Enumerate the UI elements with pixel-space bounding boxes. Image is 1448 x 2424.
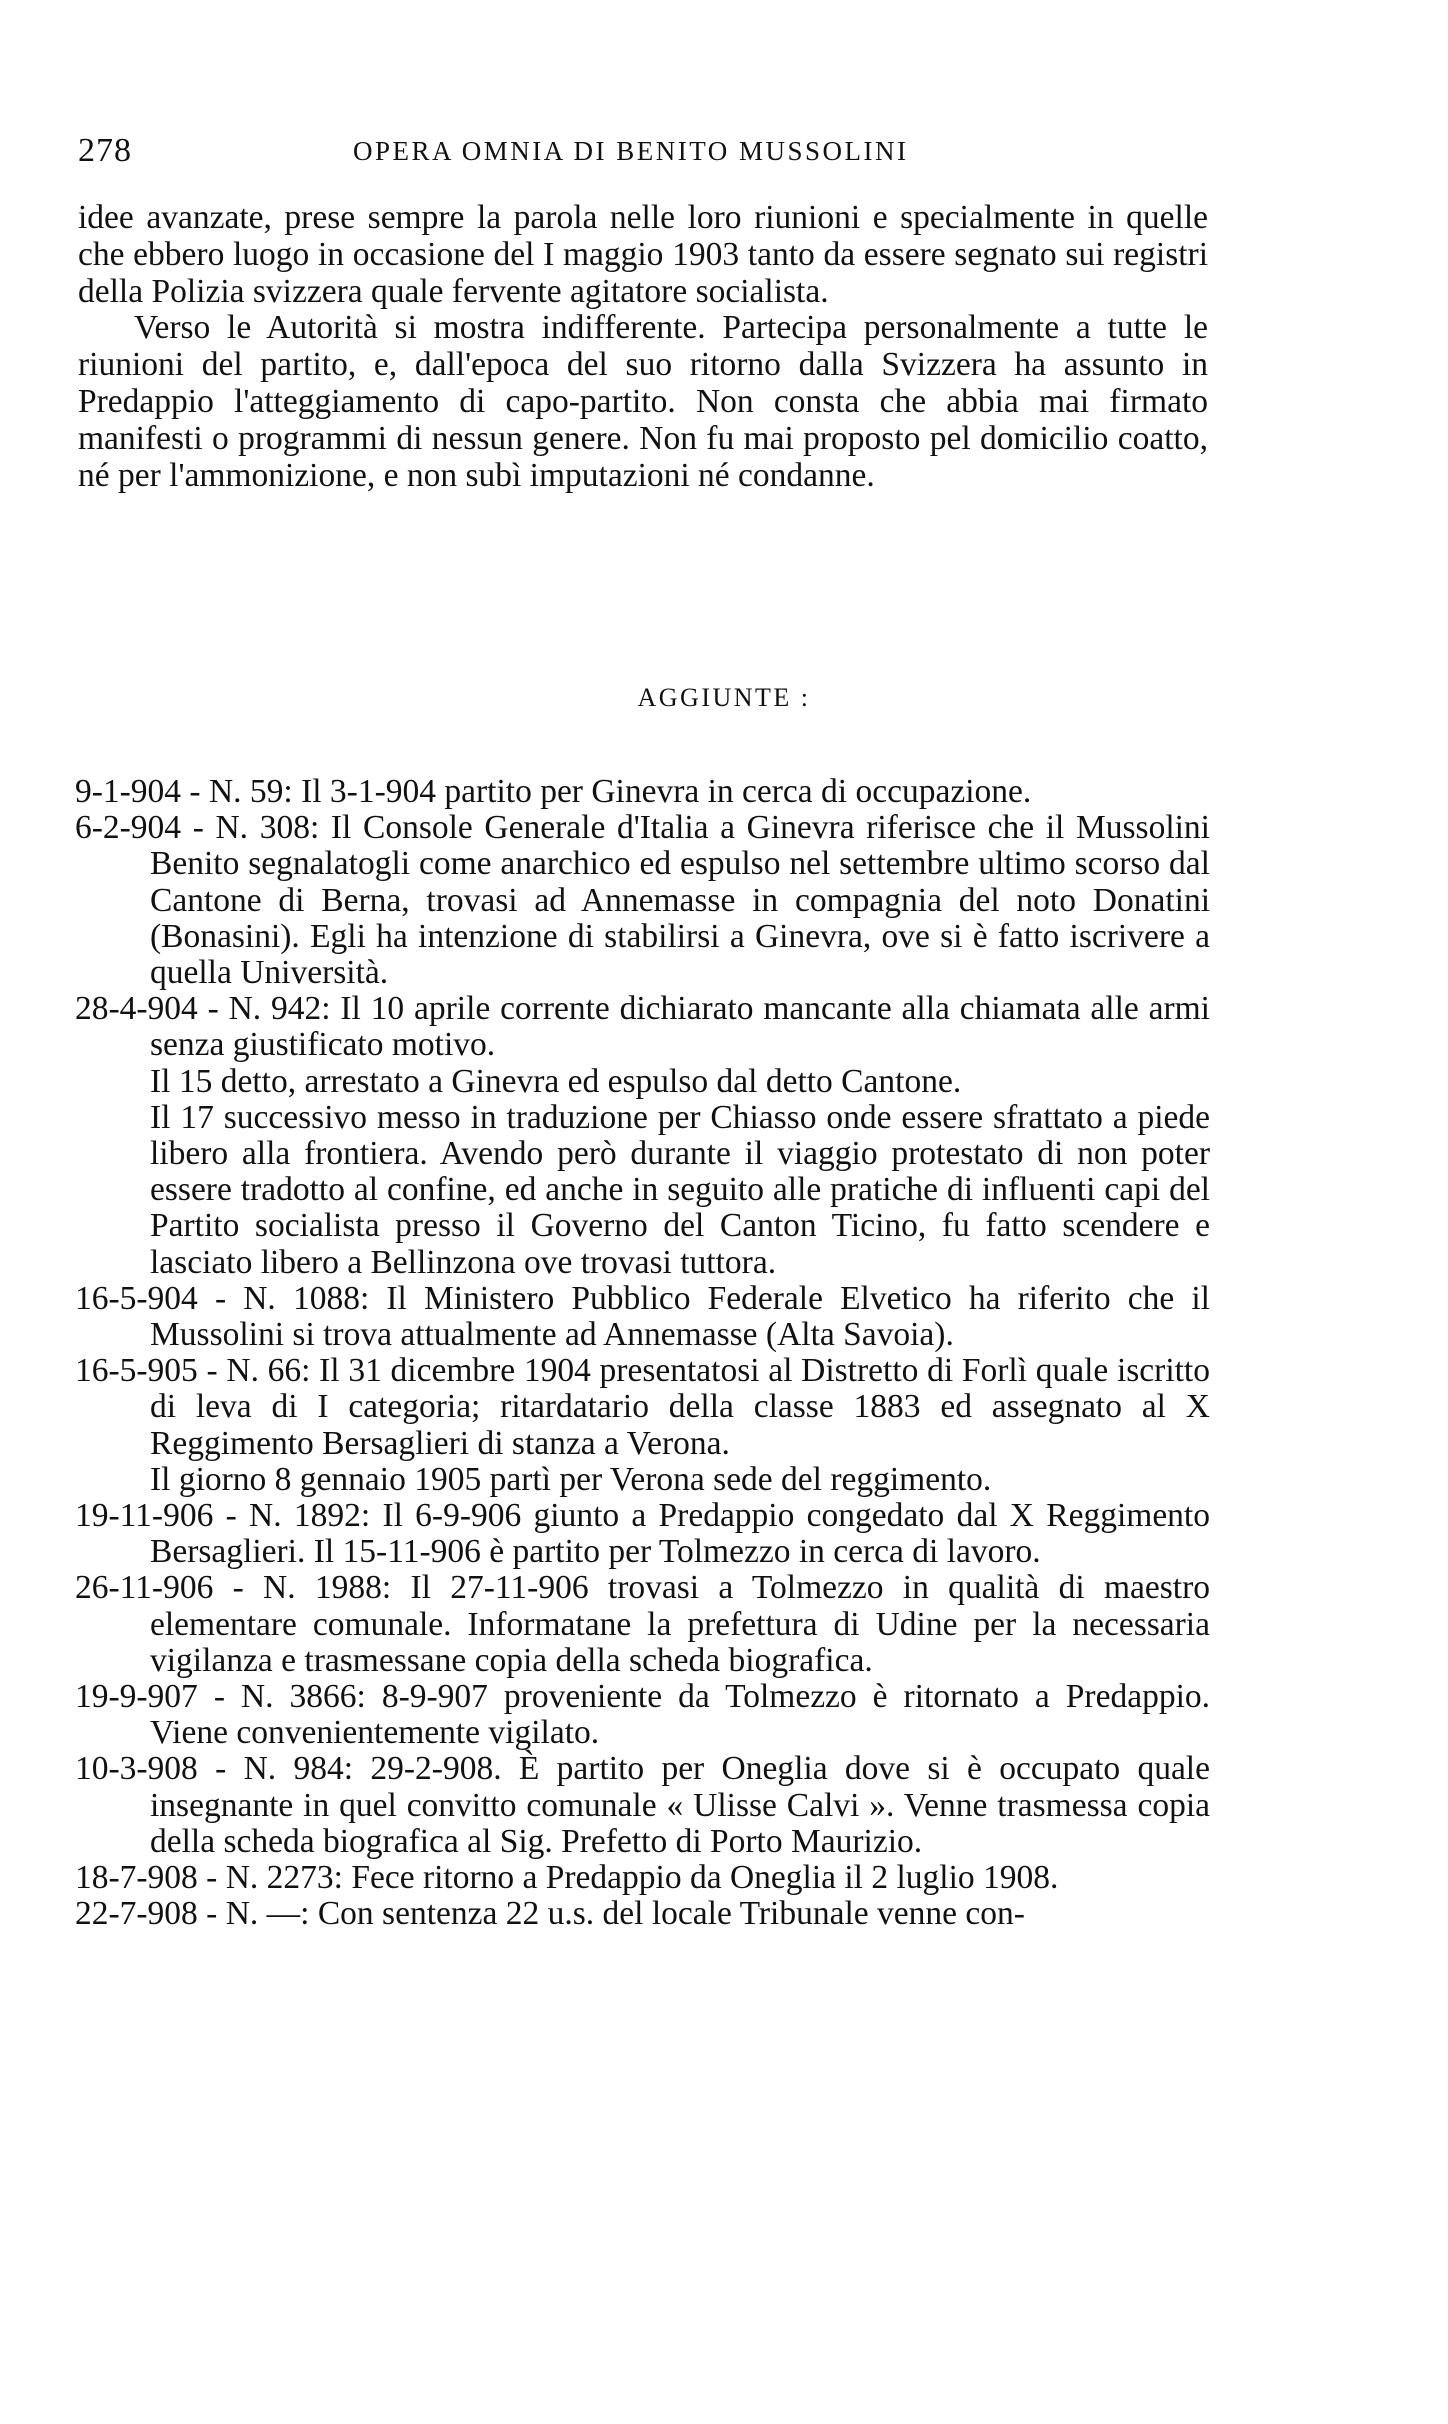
page-header — [78, 132, 1208, 180]
entry-text: 19-9-907 - N. 3866: 8-9-907 proveniente da Tolmezzo è ritornato a Predappio. Viene convenientemente vigilato. — [75, 1678, 1210, 1752]
entry-text: 16-5-905 - N. 66: Il 31 dicembre 1904 presentatosi al Distretto di Forlì quale iscritto di leva di I categoria; ritardatario della classe 1883 ed assegnato al X Reggimento Bersaglieri di stanza a Verona. — [75, 1352, 1210, 1462]
list-item — [75, 1860, 1210, 1896]
paragraph: Verso le Autorità si mostra indifferente. Partecipa personalmente a tutte le riunioni del partito, e, dall'epoca del suo ritorno dalla Svizzera ha assunto in Predappio l'atteggiamento di capo-partito. Non consta che abbia mai firmato manifesti o programmi di nessun genere. Non fu mai proposto pel domicilio coatto, né per l'ammonizione, e non subì imputazioni né condanne. — [78, 309, 1208, 494]
entry-continuation: Il 17 successivo messo in traduzione per Chiasso onde essere sfrattato a piede libero alla frontiera. Avendo però durante il viaggio protestato di non poter essere tradotto al confine, ed anche in seguito alle pratiche di influenti capi del Partito socialista presso il Governo del Canton Ticino, fu fatto scendere e lasciato libero a Bellinzona ove trovasi tuttora. — [150, 1098, 1210, 1281]
list-item — [75, 1281, 1210, 1353]
list-item — [75, 1353, 1210, 1498]
entry-text: 19-11-906 - N. 1892: Il 6-9-906 giunto a Predappio congedato dal X Reggimento Bersaglieri. Il 15-11-906 è partito per Tolmezzo in cerca di lavoro. — [75, 1497, 1210, 1571]
entry-text: 26-11-906 - N. 1988: Il 27-11-906 trovasi a Tolmezzo in qualità di maestro elementare comunale. Informatane la prefettura di Udine per la necessaria vigilanza e trasmessane copia della scheda biografica. — [75, 1569, 1210, 1679]
running-title: OPERA OMNIA DI BENITO MUSSOLINI — [353, 136, 909, 166]
page-number: 278 — [78, 132, 132, 169]
list-item — [75, 1751, 1210, 1860]
entry-text: 22-7-908 - N. —: Con sentenza 22 u.s. del locale Tribunale venne con- — [75, 1895, 1025, 1933]
list-item — [75, 1570, 1210, 1679]
entry-continuation: Il 15 detto, arrestato a Ginevra ed espulso dal detto Cantone. — [150, 1062, 962, 1100]
entry-text: 28-4-904 - N. 942: Il 10 aprile corrente dichiarato mancante alla chiamata alle armi senza giustificato motivo. — [75, 990, 1210, 1064]
section-heading: AGGIUNTE : — [637, 683, 811, 712]
paragraph: idee avanzate, prese sempre la parola nelle loro riunioni e specialmente in quelle che ebbero luogo in occasione del I maggio 1903 tanto da essere segnato sui registri della Polizia svizzera quale fervente agitatore socialista. — [78, 199, 1208, 310]
entry-continuation: Il giorno 8 gennaio 1905 partì per Verona sede del reggimento. — [150, 1460, 992, 1498]
entry-text: 16-5-904 - N. 1088: Il Ministero Pubblico Federale Elvetico ha riferito che il Mussolini si trova attualmente ad Annemasse (Alta Savoia). — [75, 1279, 1210, 1354]
body-text — [78, 200, 1208, 494]
entry-text: 10-3-908 - N. 984: 29-2-908. È partito per Oneglia dove si è occupato quale insegnante in quel convitto comunale « Ulisse Calvi ». Venne trasmessa copia della scheda biografica al Sig. Prefetto di Porto Maurizio. — [75, 1750, 1210, 1860]
entries-list — [75, 774, 1210, 1933]
list-item — [75, 1498, 1210, 1570]
list-item — [75, 810, 1210, 991]
entry-text: 9-1-904 - N. 59: Il 3-1-904 partito per Ginevra in cerca di occupazione. — [75, 773, 1032, 810]
list-item — [75, 991, 1210, 1281]
entry-text: 18-7-908 - N. 2273: Fece ritorno a Predappio da Oneglia il 2 luglio 1908. — [75, 1859, 1059, 1897]
list-item — [75, 1896, 1210, 1932]
entry-text: 6-2-904 - N. 308: Il Console Generale d'Italia a Ginevra riferisce che il Mussolini Benito segnalatogli come anarchico ed espulso nel settembre ultimo scorso dal Cantone di Berna, trovasi ad Annemasse in compagnia del noto Donatini (Bonasini). Egli ha intenzione di stabilirsi a Ginevra, ove si è fatto iscrivere a quella Università. — [75, 809, 1210, 992]
list-item — [75, 774, 1210, 810]
list-item — [75, 1679, 1210, 1751]
